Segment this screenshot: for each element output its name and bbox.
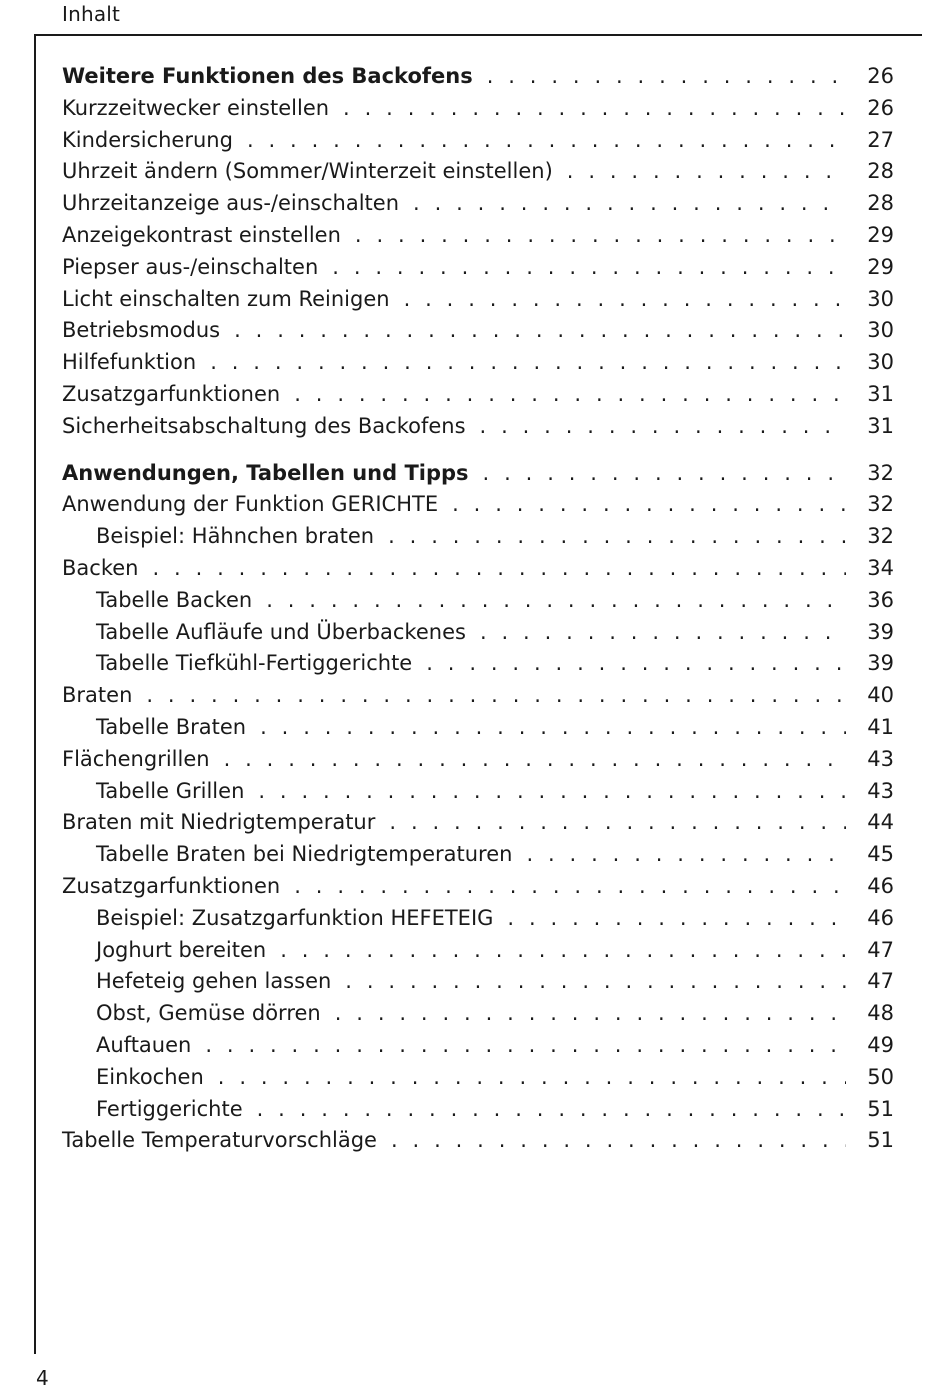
dot-leader: [332, 255, 846, 279]
dot-leader: [483, 461, 846, 485]
toc-page-number: 41: [867, 714, 894, 739]
toc-entry-title: Uhrzeit ändern (Sommer/Winterzeit einstellen): [62, 159, 553, 184]
dot-leader: [234, 318, 846, 342]
toc-entry-title: Einkochen: [96, 1064, 204, 1089]
toc-entry[interactable]: [62, 1033, 894, 1065]
toc-entry-title: Fertiggerichte: [96, 1096, 243, 1121]
toc-entry[interactable]: [62, 651, 894, 683]
dot-leader: [294, 382, 846, 406]
dot-leader: [266, 588, 846, 612]
left-margin-rule: [34, 34, 36, 1354]
toc-entry-title: Auftauen: [96, 1032, 192, 1057]
toc-page-number: 39: [867, 619, 894, 644]
toc-entry-title: Tabelle Braten bei Niedrigtemperaturen: [96, 842, 513, 867]
toc-entry[interactable]: [62, 524, 894, 556]
toc-entry[interactable]: [62, 128, 894, 160]
table-of-contents: [62, 64, 894, 1175]
header-rule: [34, 34, 922, 36]
toc-entry[interactable]: [62, 683, 894, 715]
toc-section: [62, 461, 894, 1161]
dot-leader: [567, 159, 846, 183]
toc-page-number: 49: [867, 1032, 894, 1057]
toc-entry-title: Anwendung der Funktion GERICHTE: [62, 492, 439, 517]
toc-page-number: 39: [867, 651, 894, 676]
dot-leader: [247, 128, 846, 152]
toc-entry[interactable]: [62, 938, 894, 970]
dot-leader: [413, 191, 846, 215]
toc-entry[interactable]: [62, 620, 894, 652]
toc-page-number: 26: [867, 95, 894, 120]
toc-section: [62, 64, 894, 446]
dot-leader: [389, 810, 846, 834]
toc-entry-title: Betriebsmodus: [62, 318, 221, 343]
page-number: 4: [36, 1366, 49, 1390]
toc-page-number: 32: [867, 492, 894, 517]
dot-leader: [218, 1065, 846, 1089]
toc-page-number: 30: [867, 350, 894, 375]
dot-leader: [146, 683, 846, 707]
toc-entry[interactable]: [62, 255, 894, 287]
toc-entry[interactable]: [62, 492, 894, 524]
toc-page-number: 32: [867, 460, 894, 485]
toc-page-number: 40: [867, 683, 894, 708]
toc-entry[interactable]: [62, 287, 894, 319]
toc-page-number: 51: [867, 1128, 894, 1153]
toc-entry-title: Tabelle Grillen: [96, 778, 245, 803]
toc-page-number: 30: [867, 286, 894, 311]
toc-entry[interactable]: [62, 96, 894, 128]
toc-entry-title: Tabelle Aufläufe und Überbackenes: [96, 619, 466, 644]
dot-leader: [487, 64, 846, 88]
toc-entry[interactable]: [62, 715, 894, 747]
toc-entry-title: Kindersicherung: [62, 127, 233, 152]
dot-leader: [391, 1128, 846, 1152]
toc-section-heading[interactable]: [62, 64, 894, 96]
toc-entry-title: Backen: [62, 555, 139, 580]
page-header-title: Inhalt: [62, 2, 121, 26]
toc-page-number: 28: [867, 191, 894, 216]
toc-entry-title: Zusatzgarfunktionen: [62, 873, 281, 898]
toc-entry-title: Licht einschalten zum Reinigen: [62, 286, 390, 311]
toc-entry[interactable]: [62, 810, 894, 842]
toc-entry-title: Hefeteig gehen lassen: [96, 969, 332, 994]
toc-page-number: 29: [867, 222, 894, 247]
toc-entry-title: Braten mit Niedrigtemperatur: [62, 810, 376, 835]
toc-page-number: 34: [867, 555, 894, 580]
toc-entry[interactable]: [62, 779, 894, 811]
toc-entry[interactable]: [62, 350, 894, 382]
toc-entry-title: Anwendungen, Tabellen und Tipps: [62, 460, 469, 485]
dot-leader: [526, 842, 846, 866]
dot-leader: [388, 524, 846, 548]
toc-entry-title: Tabelle Temperaturvorschläge: [62, 1128, 377, 1153]
dot-leader: [152, 556, 846, 580]
toc-entry-title: Sicherheitsabschaltung des Backofens: [62, 413, 466, 438]
toc-entry[interactable]: [62, 588, 894, 620]
dot-leader: [294, 874, 846, 898]
toc-entry[interactable]: [62, 1001, 894, 1033]
dot-leader: [404, 287, 846, 311]
toc-page-number: 31: [867, 413, 894, 438]
toc-entry[interactable]: [62, 842, 894, 874]
toc-page-number: 29: [867, 254, 894, 279]
dot-leader: [480, 414, 846, 438]
toc-entry[interactable]: [62, 223, 894, 255]
toc-entry-title: Braten: [62, 683, 133, 708]
toc-entry[interactable]: [62, 1065, 894, 1097]
dot-leader: [224, 747, 846, 771]
dot-leader: [205, 1033, 846, 1057]
toc-entry-title: Flächengrillen: [62, 746, 210, 771]
toc-entry-title: Anzeigekontrast einstellen: [62, 222, 341, 247]
toc-page-number: 50: [867, 1064, 894, 1089]
dot-leader: [452, 492, 846, 516]
toc-entry-title: Tabelle Braten: [96, 714, 247, 739]
toc-page-number: 28: [867, 159, 894, 184]
toc-entry[interactable]: [62, 969, 894, 1001]
toc-entry-title: Beispiel: Zusatzgarfunktion HEFETEIG: [96, 905, 494, 930]
dot-leader: [507, 906, 846, 930]
toc-entry-title: Kurzzeitwecker einstellen: [62, 95, 330, 120]
toc-section-heading[interactable]: [62, 461, 894, 493]
dot-leader: [426, 651, 846, 675]
toc-entry[interactable]: [62, 159, 894, 191]
toc-entry[interactable]: [62, 747, 894, 779]
toc-entry[interactable]: [62, 318, 894, 350]
toc-page-number: 36: [867, 587, 894, 612]
toc-page-number: 27: [867, 127, 894, 152]
toc-entry[interactable]: [62, 1128, 894, 1160]
toc-page-number: 43: [867, 746, 894, 771]
toc-entry[interactable]: [62, 414, 894, 446]
dot-leader: [355, 223, 846, 247]
toc-entry[interactable]: [62, 906, 894, 938]
toc-page-number: 26: [867, 64, 894, 88]
toc-entry[interactable]: [62, 556, 894, 588]
toc-entry[interactable]: [62, 874, 894, 906]
toc-entry-title: Hilfefunktion: [62, 350, 197, 375]
dot-leader: [257, 1097, 846, 1121]
toc-page-number: 46: [867, 873, 894, 898]
toc-page-number: 45: [867, 842, 894, 867]
toc-entry-title: Piepser aus-/einschalten: [62, 254, 319, 279]
toc-entry-title: Weitere Funktionen des Backofens: [62, 64, 473, 88]
toc-entry[interactable]: [62, 382, 894, 414]
toc-page-number: 51: [867, 1096, 894, 1121]
dot-leader: [343, 96, 846, 120]
toc-entry[interactable]: [62, 191, 894, 223]
toc-entry-title: Obst, Gemüse dörren: [96, 1001, 321, 1026]
toc-page-number: 47: [867, 937, 894, 962]
toc-page-number: 32: [867, 524, 894, 549]
dot-leader: [260, 715, 846, 739]
toc-page-number: 47: [867, 969, 894, 994]
dot-leader: [258, 779, 846, 803]
dot-leader: [345, 969, 846, 993]
toc-entry-title: Beispiel: Hähnchen braten: [96, 524, 375, 549]
dot-leader: [280, 938, 846, 962]
toc-page-number: 46: [867, 905, 894, 930]
toc-page-number: 48: [867, 1001, 894, 1026]
dot-leader: [480, 620, 846, 644]
toc-entry-title: Uhrzeitanzeige aus-/einschalten: [62, 191, 400, 216]
toc-entry-title: Joghurt bereiten: [96, 937, 267, 962]
toc-entry-title: Tabelle Backen: [96, 587, 253, 612]
toc-page-number: 31: [867, 381, 894, 406]
toc-page-number: 30: [867, 318, 894, 343]
dot-leader: [335, 1001, 846, 1025]
dot-leader: [210, 350, 846, 374]
toc-page-number: 43: [867, 778, 894, 803]
toc-page-number: 44: [867, 810, 894, 835]
toc-entry[interactable]: [62, 1097, 894, 1129]
toc-entry-title: Zusatzgarfunktionen: [62, 381, 281, 406]
toc-entry-title: Tabelle Tiefkühl-Fertiggerichte: [96, 651, 413, 676]
